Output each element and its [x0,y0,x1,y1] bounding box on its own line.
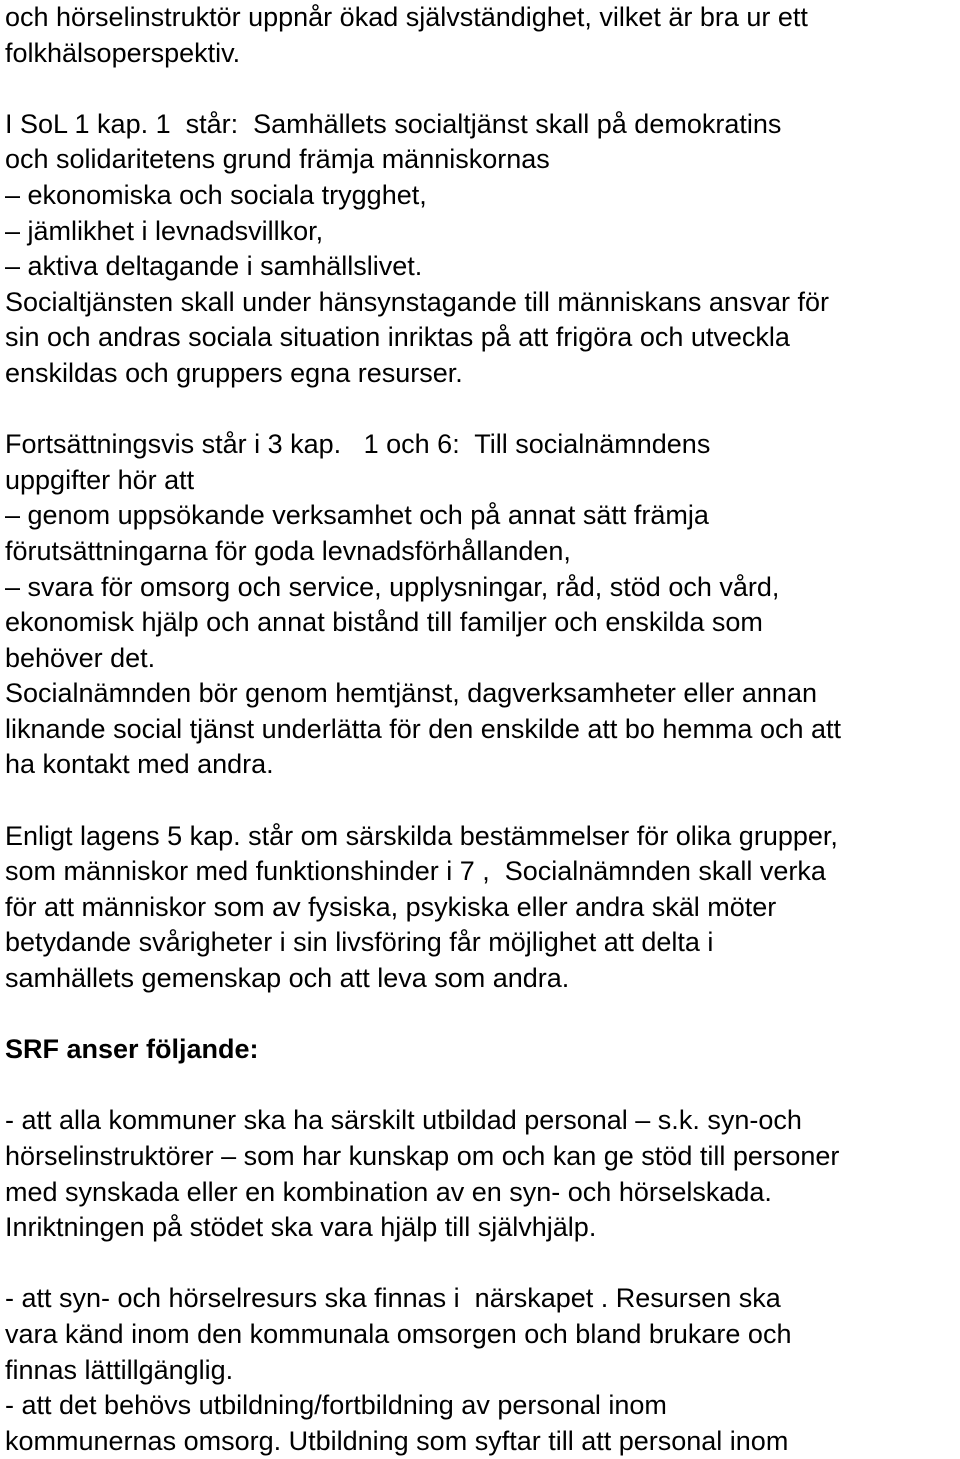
text-line: - att syn- och hörselresurs ska finnas i närskapet . Resursen ska [5,1283,781,1314]
blank-line [5,71,960,107]
text-line: Enligt lagens 5 kap. står om särskilda bestämmelser för olika grupper, [5,820,838,851]
text-line: som människor med funktionshinder i 7 , Socialnämnden skall verka [5,856,826,887]
text-line: enskildas och gruppers egna resurser. [5,357,471,388]
text-line: kommunernas omsorg. Utbildning som syftar till att personal inom [5,1425,789,1456]
text-line: finnas lättillgänglig. [5,1354,234,1385]
text-line: – svara för omsorg och service, upplysningar, råd, stöd och vård, [5,571,780,602]
text-line: samhällets gemenskap och att leva som andra. [5,963,577,994]
text-line: för att människor som av fysiska, psykiska eller andra skäl möter [5,891,777,922]
text-line: Inriktningen på stödet ska vara hjälp till självhjälp. [5,1212,597,1243]
text-line: förutsättningarna för goda levnadsförhållanden, [5,535,571,566]
text-line: behöver det. [5,642,156,673]
section-heading: SRF anser följande: [5,1034,259,1065]
text-line: Socialnämnden bör genom hemtjänst, dagverksamheter eller annan [5,678,817,709]
text-line: hörselinstruktörer – som har kunskap om och kan ge stöd till personer [5,1141,840,1171]
text-line: Socialtjänsten skall under hänsynstagande till människans ansvar för [5,286,829,317]
text-line: betydande svårigheter i sin livsföring får möjlighet att delta i [5,927,714,958]
blank-line [5,392,960,428]
text-line: vara känd inom den kommunala omsorgen och bland brukare och [5,1318,792,1349]
text-line: ekonomisk hjälp och annat bistånd till familjer och enskilda som [5,607,763,638]
blank-line [5,1068,960,1104]
text-line: – genom uppsökande verksamhet och på annat sätt främja [5,500,709,531]
text-line: – aktiva deltagande i samhällslivet. [5,251,423,282]
text-line: – jämlikhet i levnadsvillkor, [5,215,324,246]
text-line: I SoL 1 kap. 1 står: Samhällets socialtjänst skall på demokratins [5,108,782,139]
text-line: - att alla kommuner ska ha särskilt utbildad personal – s.k. syn-och [5,1105,802,1136]
text-line: liknande social tjänst underlätta för den enskilde att bo hemma och att [5,713,841,744]
text-line: - att det behövs utbildning/fortbildning av personal inom [5,1390,667,1421]
text-line: och hörselinstruktör uppnår ökad självständighet, vilket är bra ur ett [5,2,808,32]
text-line: med synskada eller en kombination av en syn- och hörselskada. [5,1176,772,1207]
text-line: och solidaritetens grund främja människornas [5,144,550,175]
blank-line [5,997,960,1033]
text-line: folkhälsoperspektiv. [5,37,241,68]
text-line: ha kontakt med andra. [5,749,282,780]
text-line: Fortsättningsvis står i 3 kap. 1 och 6: Till socialnämndens [5,429,711,460]
blank-line [5,783,960,819]
blank-line [5,1246,960,1282]
text-line: uppgifter hör att [5,464,195,495]
document-page [5,0,960,1459]
text-line: – ekonomiska och sociala trygghet, [5,179,427,210]
text-line: sin och andras sociala situation inriktas på att frigöra och utveckla [5,322,790,353]
